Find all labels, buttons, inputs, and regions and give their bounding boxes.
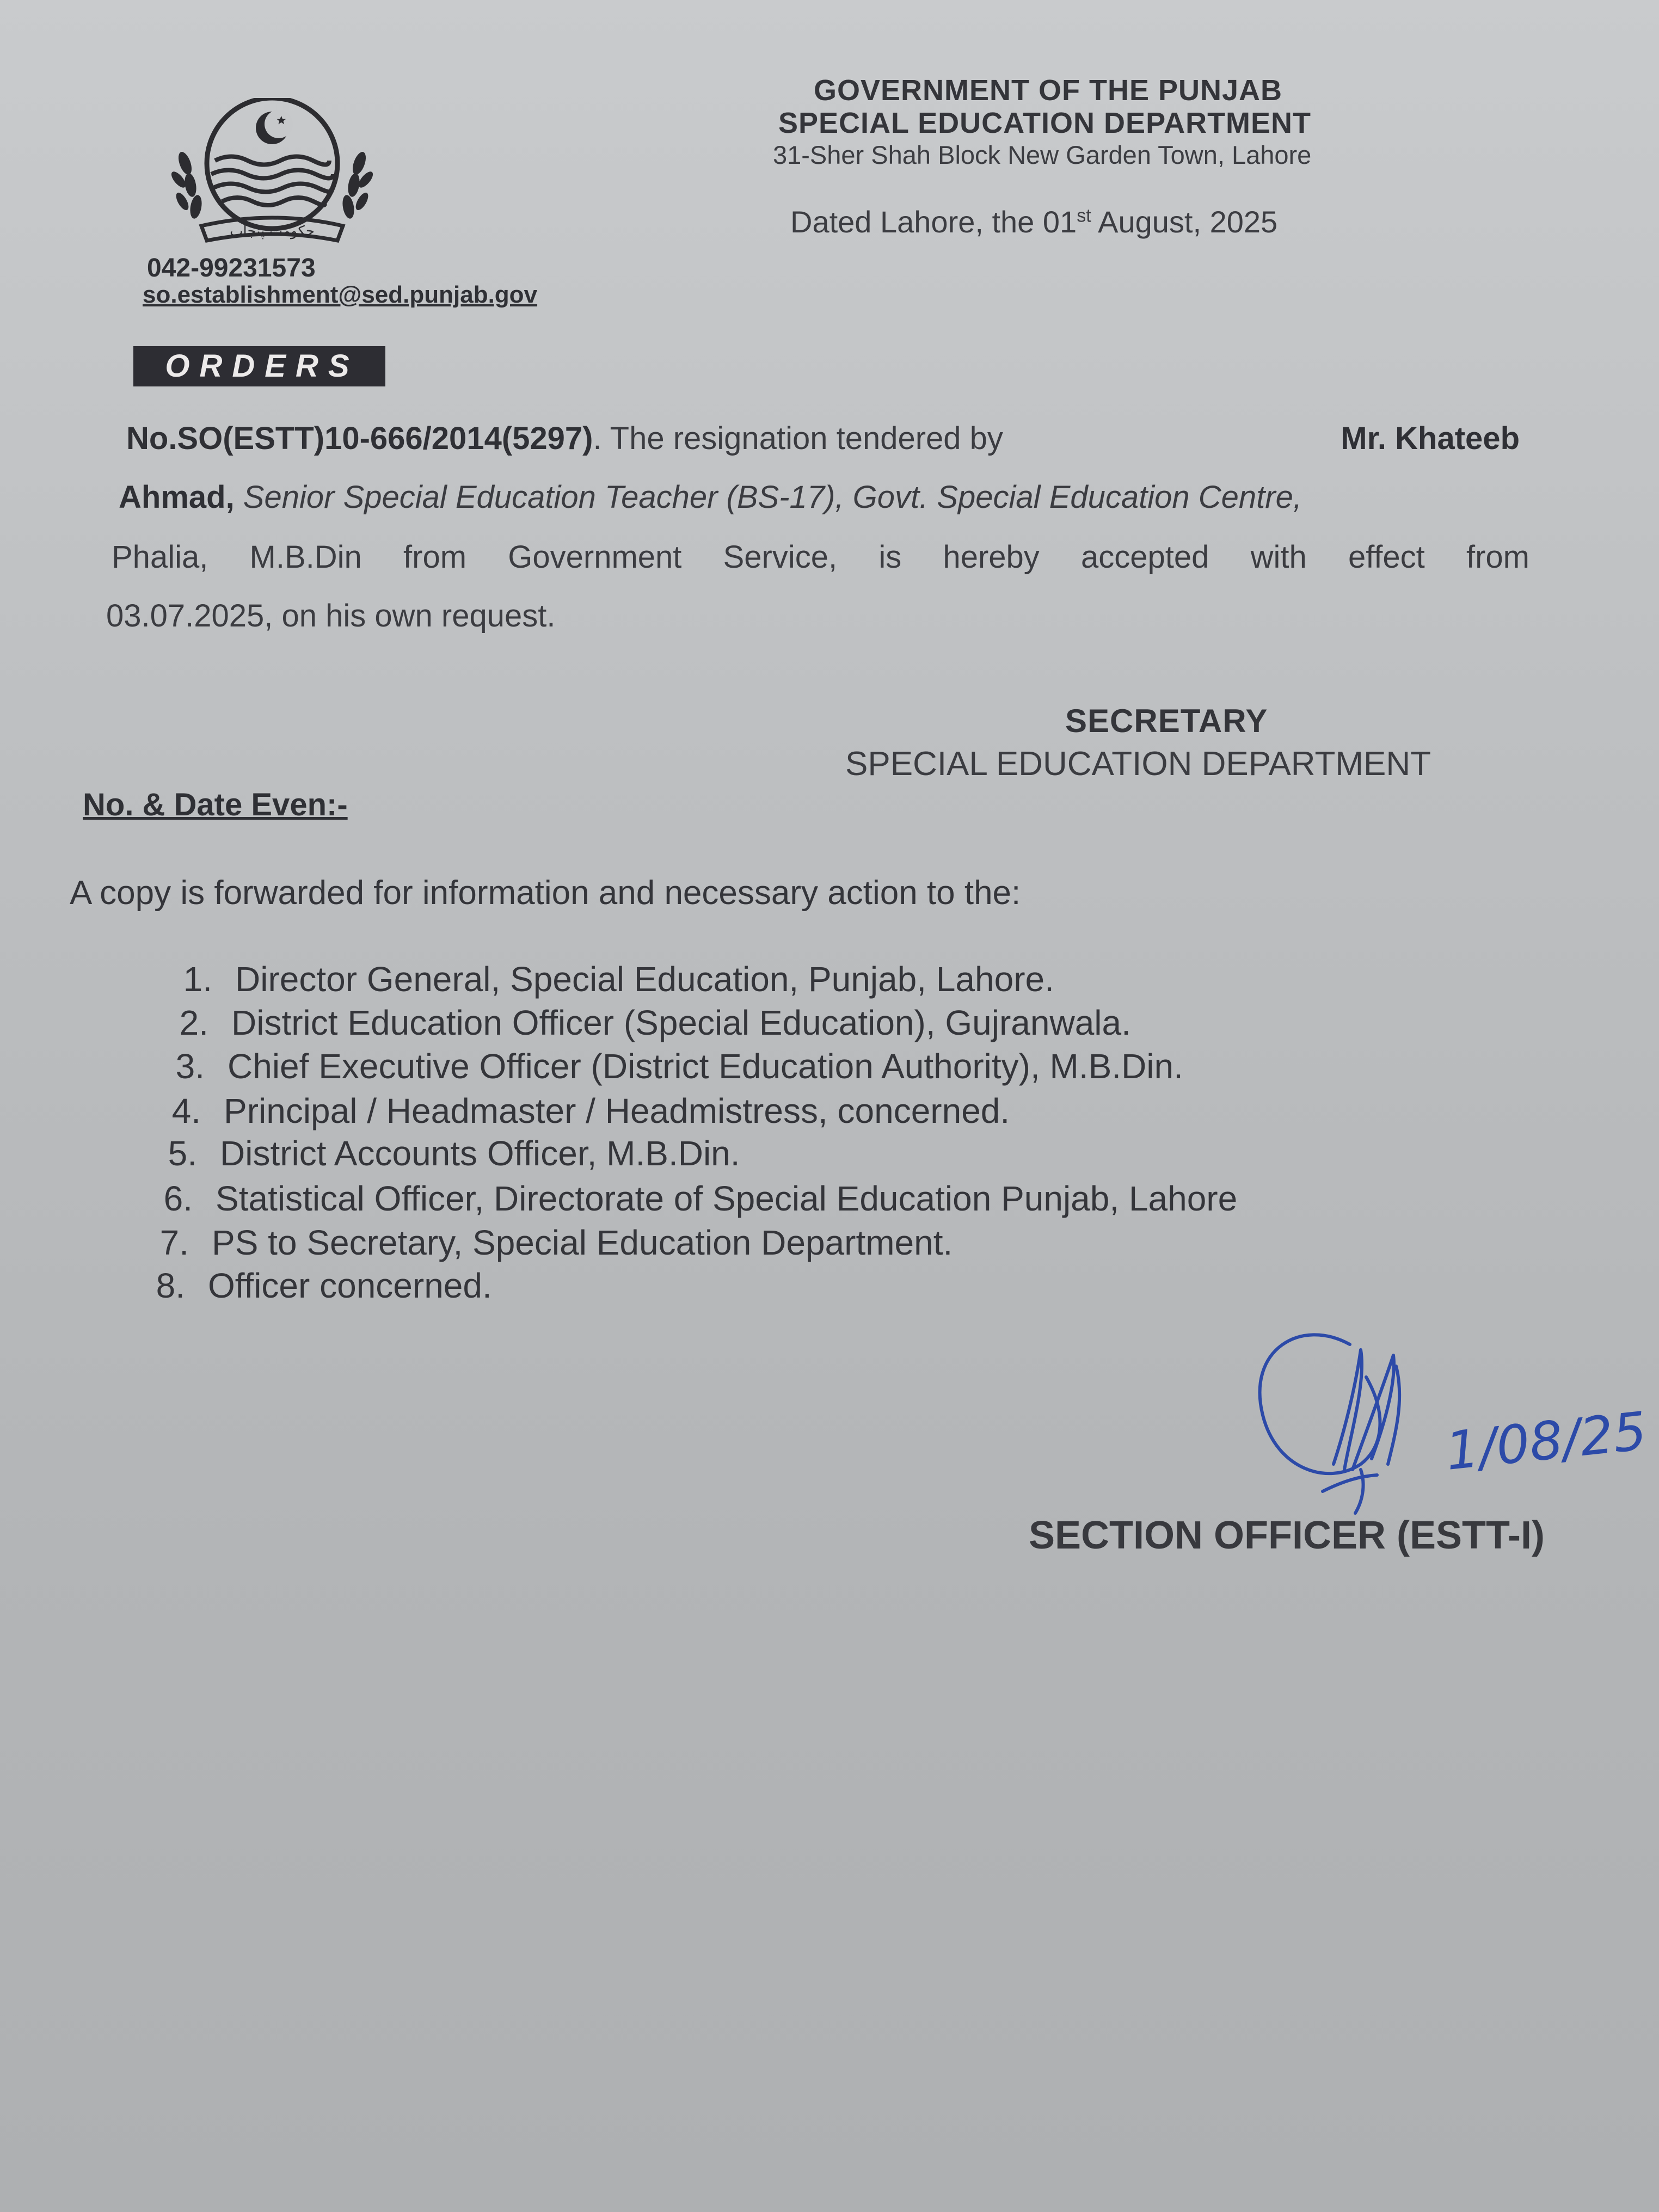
signature-date: 1/08/25 bbox=[1442, 1400, 1650, 1482]
list-item: 4. Principal / Headmaster / Headmistress, concerned. bbox=[171, 1091, 1010, 1130]
employee-name-first: Mr. Khateeb bbox=[1341, 421, 1520, 456]
order-line-3: Phalia, M.B.Din from Government Service, is hereby accepted with effect from bbox=[112, 539, 1529, 575]
list-item: 8. Officer concerned. bbox=[156, 1266, 492, 1305]
section-officer-title: SECTION OFFICER (ESTT-I) bbox=[1029, 1514, 1545, 1557]
list-item: 3. Chief Executive Officer (District Education Authority), M.B.Din. bbox=[175, 1047, 1183, 1086]
dated-line: Dated Lahore, the 01st August, 2025 bbox=[790, 205, 1278, 239]
order-number: No.SO(ESTT)10-666/2014(5297) bbox=[126, 421, 593, 456]
contact-phone: 042-99231573 bbox=[147, 254, 316, 282]
department-heading: SPECIAL EDUCATION DEPARTMENT bbox=[778, 107, 1312, 139]
order-line-1: No.SO(ESTT)10-666/2014(5297). The resignation tendered by Mr. Khateeb bbox=[126, 421, 1520, 456]
order-line-4: 03.07.2025, on his own request. bbox=[106, 598, 556, 634]
department-address: 31-Sher Shah Block New Garden Town, Lahore bbox=[773, 140, 1312, 169]
list-item: 6. Statistical Officer, Directorate of Special Education Punjab, Lahore bbox=[163, 1179, 1238, 1218]
punjab-emblem-logo bbox=[163, 98, 392, 250]
order-line-2: Ahmad, Senior Special Education Teacher (BS-17), Govt. Special Education Centre, bbox=[119, 480, 1302, 515]
employee-name-last: Ahmad, bbox=[119, 480, 235, 515]
no-date-even: No. & Date Even:- bbox=[83, 787, 348, 822]
contact-email[interactable]: so.establishment@sed.punjab.gov bbox=[143, 281, 538, 308]
orders-label: ORDERS bbox=[133, 346, 385, 386]
secretary-department: SPECIAL EDUCATION DEPARTMENT bbox=[845, 745, 1431, 783]
svg-text:حکومت پنجاب: حکومت پنجاب bbox=[230, 223, 315, 239]
copy-forward-intro: A copy is forwarded for information and necessary action to the: bbox=[70, 874, 1021, 912]
government-heading: GOVERNMENT OF THE PUNJAB bbox=[814, 74, 1283, 107]
list-item: 1. Director General, Special Education, Punjab, Lahore. bbox=[183, 960, 1054, 999]
list-item: 2. District Education Officer (Special Education), Gujranwala. bbox=[179, 1003, 1131, 1042]
list-item: 7. PS to Secretary, Special Education Department. bbox=[159, 1223, 953, 1262]
secretary-title: SECRETARY bbox=[1065, 703, 1268, 739]
list-item: 5. District Accounts Officer, M.B.Din. bbox=[168, 1134, 740, 1173]
